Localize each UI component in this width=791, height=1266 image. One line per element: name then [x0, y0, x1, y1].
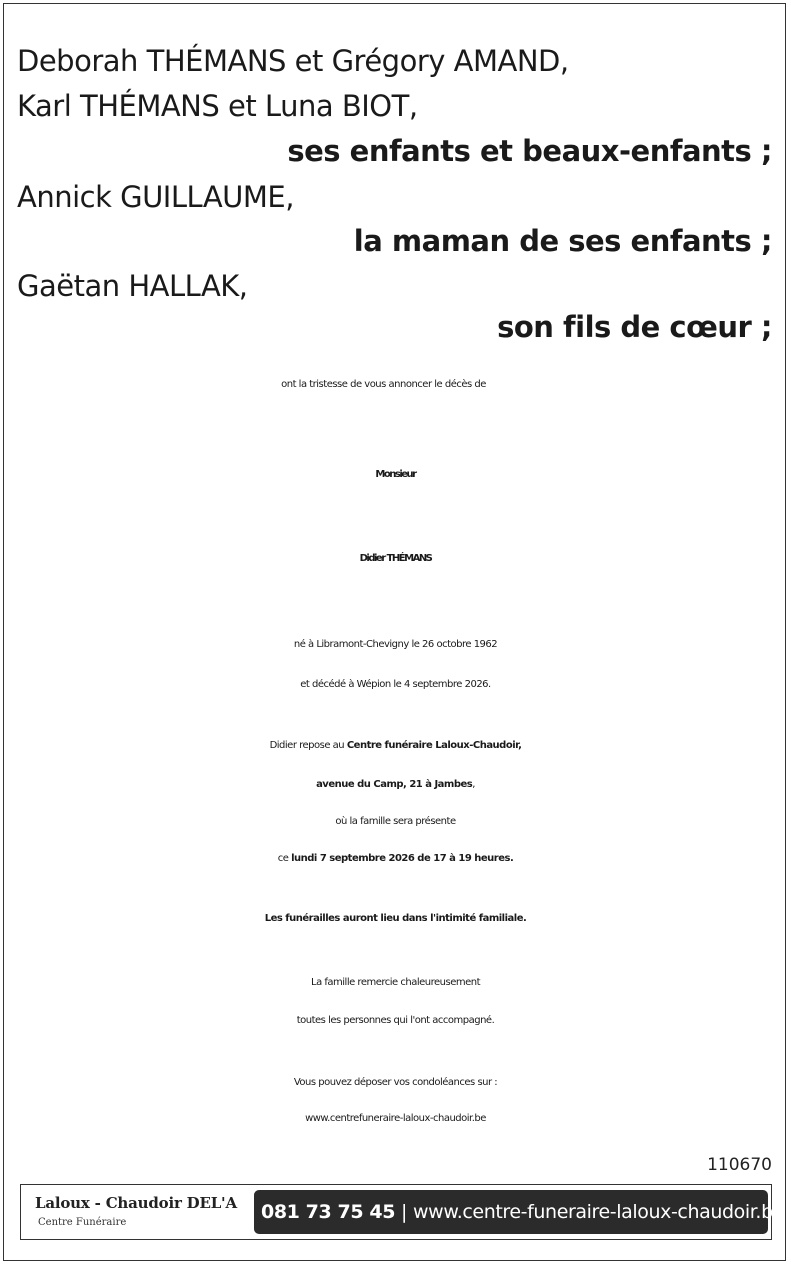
reference-number: 110670 — [707, 1155, 772, 1175]
visitation-address-comma: , — [472, 779, 475, 790]
funeral-home-logo: Laloux - Chaudoir DEL'A — [35, 1194, 237, 1212]
family-role-mother: la maman de ses enfants ; — [353, 224, 772, 258]
announcement-text: ont la tristesse de vous annoncer le décès de — [281, 379, 486, 390]
family-line-2: Karl THÉMANS et Luna BIOT, — [17, 89, 418, 123]
visitation-intro: Didier repose au — [269, 740, 347, 751]
family-present-line: où la famille sera présente — [335, 816, 456, 827]
funeral-home-footer — [20, 1184, 785, 1240]
visitation-address-line — [0, 768, 791, 802]
phone-number[interactable]: 081 73 75 45 — [261, 1201, 396, 1223]
family-line-1: Deborah THÉMANS et Grégory AMAND, — [17, 44, 569, 78]
family-line-4: Gaëtan HALLAK, — [17, 269, 248, 303]
visitation-when-line — [0, 842, 791, 876]
funeral-statement: Les funérailles auront lieu dans l'intimité familiale. — [264, 913, 527, 924]
condolences-line: Vous pouvez déposer vos condoléances sur : — [293, 1077, 498, 1088]
visitation-place: Centre funéraire Laloux-Chaudoir, — [346, 740, 522, 751]
website-link[interactable]: www.centre-funeraire-laloux-chaudoir.be — [413, 1201, 785, 1223]
family-role-children: ses enfants et beaux-enfants ; — [287, 134, 772, 168]
visitation-ce: ce — [277, 853, 292, 864]
visitation-address: avenue du Camp, 21 à Jambes — [316, 779, 473, 790]
deceased-title: Monsieur — [375, 469, 416, 480]
deceased-name: Didier THÉMANS — [359, 553, 432, 564]
visitation-place-line — [0, 729, 791, 763]
death-line: et décédé à Wépion le 4 septembre 2026. — [300, 679, 491, 690]
funeral-home-logo-subtitle: Centre Funéraire — [38, 1217, 127, 1228]
visitation-when: lundi 7 septembre 2026 de 17 à 19 heures. — [291, 853, 514, 864]
thanks-line-1: La famille remercie chaleureusement — [311, 977, 480, 988]
thanks-line-2: toutes les personnes qui l'ont accompagné. — [296, 1015, 495, 1026]
family-line-3: Annick GUILLAUME, — [17, 180, 294, 214]
contact-separator: | — [401, 1201, 408, 1223]
contact-banner — [254, 1190, 785, 1234]
birth-line: né à Libramont-Chevigny le 26 octobre 1962 — [293, 639, 498, 650]
family-role-heart-son: son fils de cœur ; — [497, 310, 772, 344]
condolences-url[interactable]: www.centrefuneraire-laloux-chaudoir.be — [305, 1113, 486, 1124]
